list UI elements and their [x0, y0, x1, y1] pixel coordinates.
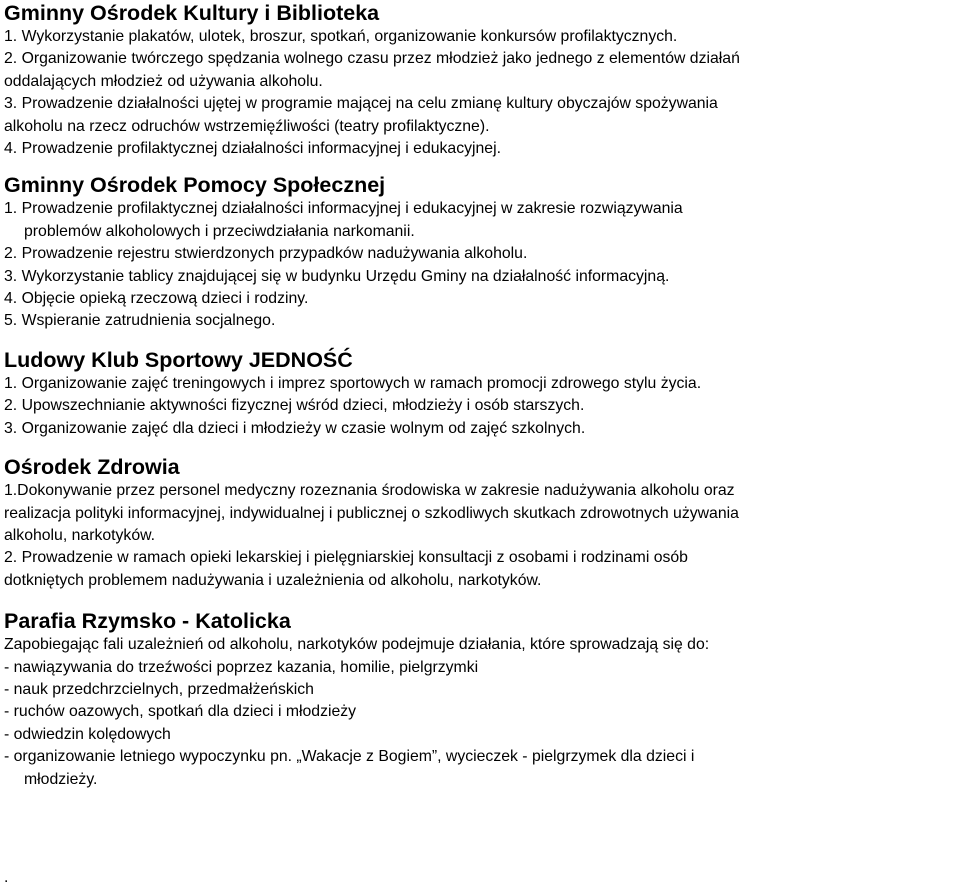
list-item: 1. Wykorzystanie plakatów, ulotek, broszur, spotkań, organizowanie konkursów profilaktycznych. [4, 28, 678, 45]
section-heading: Ośrodek Zdrowia [4, 455, 180, 480]
list-item-continuation: realizacja polityki informacyjnej, indywidualnej i publicznej o szkodliwych skutkach zdrowotnych używania [4, 504, 739, 522]
section-gok-biblioteka [4, 0, 956, 160]
trailing-mark: . [4, 869, 9, 886]
list-item: - ruchów oazowych, spotkań dla dzieci i młodzieży [4, 703, 357, 721]
list-item: 3. Organizowanie zajęć dla dzieci i młodzieży w czasie wolnym od zajęć szkolnych. [4, 419, 586, 437]
list-item: - odwiedzin kolędowych [4, 725, 171, 743]
list-item: 2. Organizowanie twórczego spędzania wolnego czasu przez młodzież jako jednego z elementów działań [4, 50, 740, 68]
list-item-continuation: alkoholu, narkotyków. [4, 526, 156, 544]
list-item-continuation: oddalających młodzież od używania alkoholu. [4, 72, 323, 90]
section-osrodek-zdrowia [4, 454, 956, 592]
list-item-continuation: problemów alkoholowych i przeciwdziałania narkomanii. [24, 222, 415, 240]
list-item: - organizowanie letniego wypoczynku pn. „Wakacje z Bogiem”, wycieczek - pielgrzymek dla dzieci i [4, 748, 695, 766]
section-heading: Gminny Ośrodek Kultury i Biblioteka [4, 1, 380, 25]
list-item: 4. Objęcie opieką rzeczową dzieci i rodziny. [4, 290, 309, 308]
list-item: - nauk przedchrzcielnych, przedmałżeńskich [4, 680, 314, 698]
list-item: 1. Organizowanie zajęć treningowych i imprez sportowych w ramach promocji zdrowego stylu życia. [4, 374, 702, 392]
section-heading: Ludowy Klub Sportowy JEDNOŚĆ [4, 347, 353, 372]
section-heading: Parafia Rzymsko - Katolicka [4, 609, 291, 634]
list-item: 2. Prowadzenie w ramach opieki lekarskiej i pielęgniarskiej konsultacji z osobami i rodzinami osób [4, 549, 688, 567]
list-item-continuation: młodzieży. [24, 770, 98, 788]
list-item: 2. Upowszechnianie aktywności fizycznej wśród dzieci, młodzieży i osób starszych. [4, 397, 585, 415]
list-item: 5. Wspieranie zatrudnienia socjalnego. [4, 312, 276, 330]
list-item: 3. Wykorzystanie tablicy znajdującej się w budynku Urzędu Gminy na działalność informacyjną. [4, 267, 670, 285]
list-item: 2. Prowadzenie rejestru stwierdzonych przypadków nadużywania alkoholu. [4, 245, 528, 263]
section-parafia [4, 608, 956, 791]
section-lks-jednosc [4, 347, 956, 440]
section-gops [4, 172, 956, 332]
list-item-continuation: alkoholu na rzecz odruchów wstrzemięźliwości (teatry profilaktyczne). [4, 117, 490, 135]
intro-text: Zapobiegając fali uzależnień od alkoholu, narkotyków podejmuje działania, które sprowadzają się do: [4, 636, 710, 654]
list-item: 1. Prowadzenie profilaktycznej działalności informacyjnej i edukacyjnej w zakresie rozwiązywania [4, 200, 683, 218]
section-heading: Gminny Ośrodek Pomocy Społecznej [4, 173, 386, 198]
list-item: - nawiązywania do trzeźwości poprzez kazania, homilie, pielgrzymki [4, 658, 479, 676]
list-item: 3. Prowadzenie działalności ujętej w programie mającej na celu zmianę kultury obyczajów spożywania [4, 95, 718, 113]
list-item: 1.Dokonywanie przez personel medyczny rozeznania środowiska w zakresie nadużywania alkoholu oraz [4, 482, 735, 500]
list-item: 4. Prowadzenie profilaktycznej działalności informacyjnej i edukacyjnej. [4, 140, 501, 158]
list-item-continuation: dotkniętych problemem nadużywania i uzależnienia od alkoholu, narkotyków. [4, 571, 542, 589]
